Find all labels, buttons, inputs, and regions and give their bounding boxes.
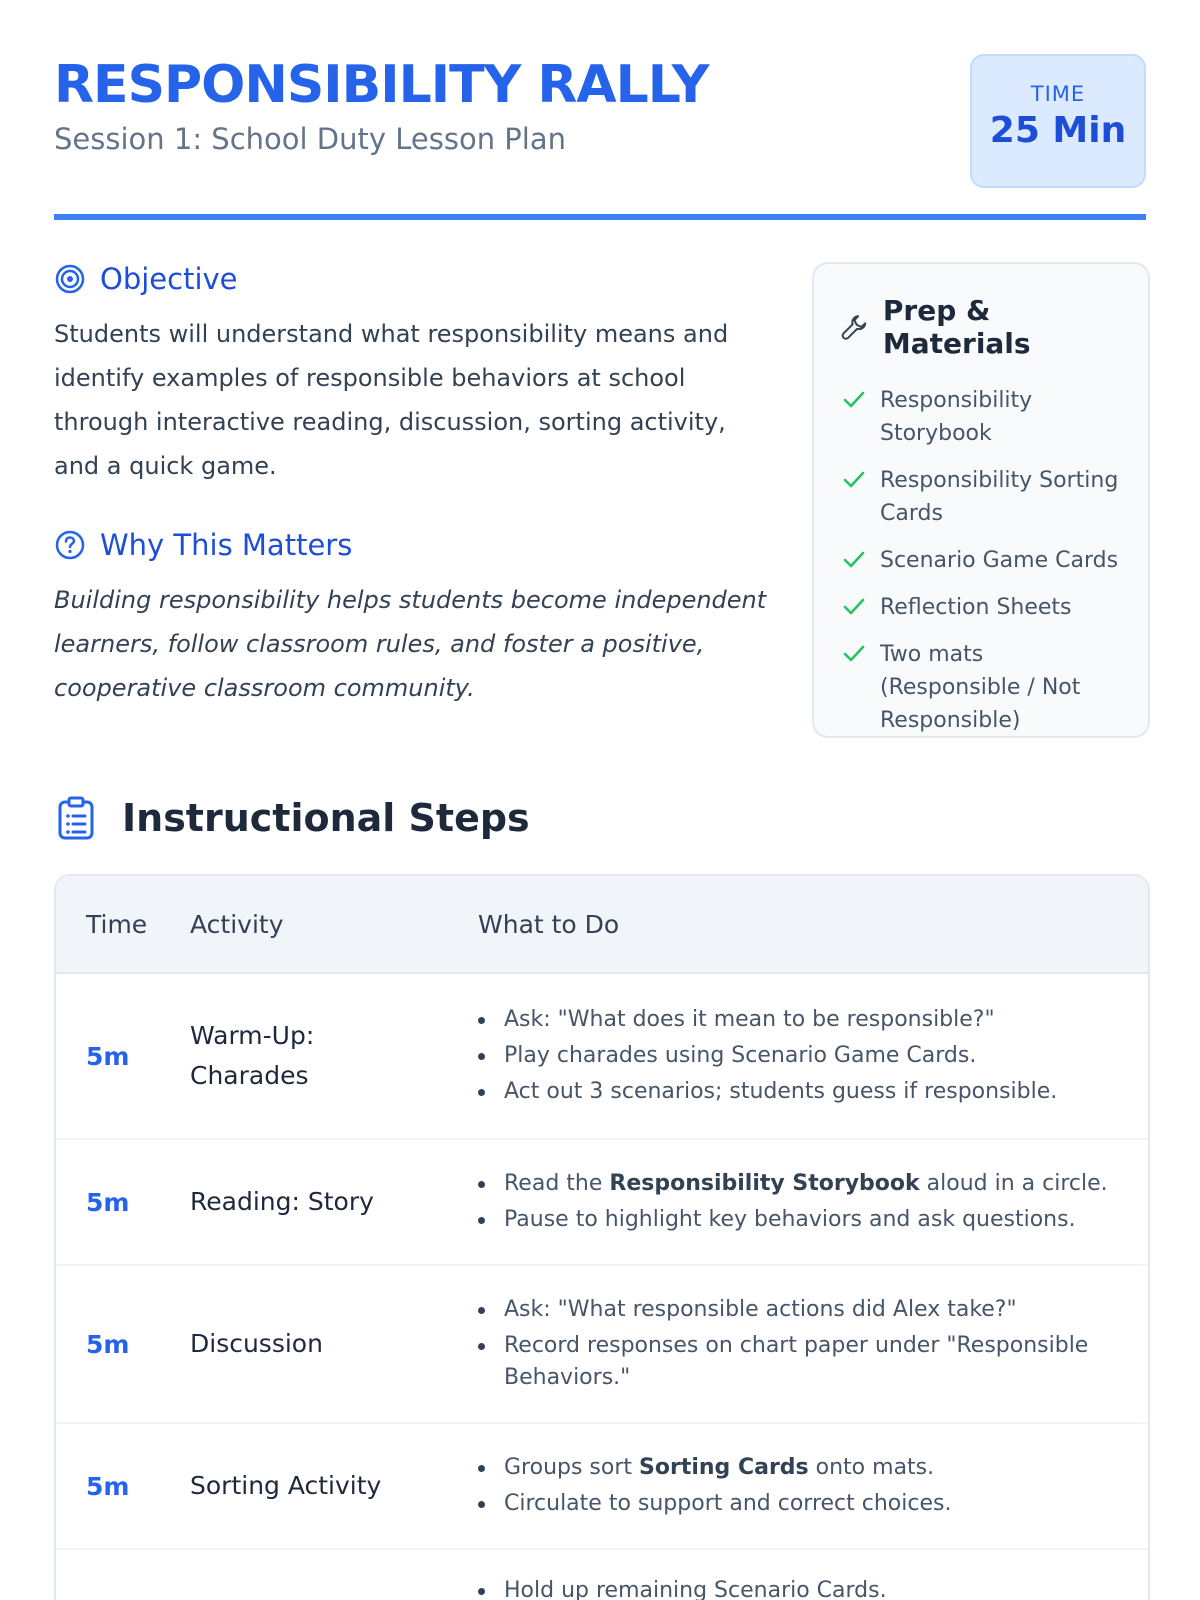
- material-item: [840, 384, 1122, 450]
- time-badge: [970, 54, 1146, 188]
- step-activity: Sorting Activity: [190, 1471, 382, 1500]
- step-activity: Discussion: [190, 1329, 323, 1358]
- instruction-text: Pause to highlight key behaviors and ask questions.: [504, 1206, 1076, 1232]
- step-activity: Reading: Story: [190, 1187, 374, 1216]
- table-row: [56, 1424, 1148, 1550]
- instruction-text: Play charades using Scenario Game Cards.: [504, 1042, 977, 1068]
- table-header: [56, 876, 1148, 974]
- instruction-text: Record responses on chart paper under "Responsible Behaviors.": [504, 1332, 1089, 1390]
- instruction-emphasis: Sorting Cards: [639, 1454, 809, 1480]
- instruction-text: Groups sort: [504, 1454, 640, 1480]
- check-icon: [840, 468, 868, 492]
- material-item-label: Reflection Sheets: [880, 595, 1072, 620]
- step-time: 5m: [86, 1041, 130, 1071]
- check-icon: [840, 388, 868, 412]
- page-subtitle: Session 1: School Duty Lesson Plan: [54, 122, 567, 156]
- instruction-item: [478, 1452, 1120, 1484]
- instruction-item: [478, 1040, 1120, 1072]
- step-instructions: [478, 1165, 1148, 1240]
- page-title: RESPONSIBILITY RALLY: [54, 55, 709, 115]
- why-text: Building responsibility helps students become independent learners, follow classroom rules, and foster a positive, cooperative classroom community.: [54, 586, 767, 702]
- step-instructions: [478, 1001, 1148, 1112]
- instruction-item: [478, 1575, 1120, 1600]
- column-header-time: Time: [86, 909, 148, 939]
- table-row: [56, 974, 1148, 1140]
- material-item-label: Two mats (Responsible / Not Responsible): [880, 642, 1081, 733]
- material-item: [840, 544, 1122, 577]
- instruction-item: [478, 1488, 1120, 1520]
- step-time: 5m: [86, 1471, 130, 1501]
- material-item-label: Responsibility Sorting Cards: [880, 468, 1119, 526]
- instruction-text: aloud in a circle.: [919, 1170, 1108, 1196]
- instruction-item: [478, 1330, 1120, 1394]
- check-icon: [840, 548, 868, 572]
- prep-materials-card: [812, 262, 1150, 738]
- question-icon: [54, 529, 86, 561]
- instruction-item: [478, 1204, 1120, 1236]
- steps-table: [54, 874, 1150, 1600]
- clipboard-icon: [56, 796, 96, 840]
- step-instructions: [478, 1449, 1148, 1524]
- step-time: 5m: [86, 1329, 130, 1359]
- check-icon: [840, 642, 868, 666]
- prep-heading: [840, 294, 1122, 360]
- material-item-label: Scenario Game Cards: [880, 548, 1119, 573]
- instruction-emphasis: Responsibility Storybook: [609, 1170, 920, 1196]
- check-icon: [840, 595, 868, 619]
- step-instructions: [478, 1572, 1148, 1600]
- instruction-text: onto mats.: [808, 1454, 935, 1480]
- instruction-text: Ask: "What does it mean to be responsible?": [504, 1006, 995, 1032]
- time-value: 25 Min: [989, 110, 1127, 151]
- time-label: TIME: [1030, 82, 1086, 106]
- table-body: [56, 974, 1148, 1600]
- column-header-what-to-do: What to Do: [478, 909, 620, 939]
- instruction-item: [478, 1294, 1120, 1326]
- objective-heading-label: Objective: [100, 262, 238, 296]
- material-item: [840, 464, 1122, 530]
- table-row: [56, 1266, 1148, 1424]
- instruction-text: Ask: "What responsible actions did Alex take?": [504, 1296, 1017, 1322]
- step-instructions: [478, 1291, 1148, 1398]
- why-heading: [54, 528, 774, 562]
- objective-text: Students will understand what responsibility means and identify examples of responsible behaviors at school through interactive reading, discussion, sorting activity, and a quick game.: [54, 320, 729, 480]
- step-time: 5m: [86, 1187, 130, 1217]
- instruction-item: [478, 1076, 1120, 1108]
- header-divider: [54, 214, 1146, 220]
- steps-heading: [56, 796, 530, 840]
- instruction-text: Read the: [504, 1170, 610, 1196]
- steps-heading-label: Instructional Steps: [122, 796, 530, 840]
- prep-heading-label: Prep & Materials: [882, 294, 1031, 360]
- material-item: [840, 591, 1122, 624]
- material-item-label: Responsibility Storybook: [880, 388, 1033, 446]
- table-row: [56, 1140, 1148, 1266]
- step-activity: Warm-Up: Charades: [190, 1021, 315, 1090]
- header: [54, 54, 1146, 188]
- material-item: [840, 638, 1122, 737]
- objective-heading: [54, 262, 774, 296]
- wrench-icon: [840, 311, 869, 343]
- instruction-text: Circulate to support and correct choices.: [504, 1490, 952, 1516]
- instruction-item: [478, 1004, 1120, 1036]
- target-icon: [54, 263, 86, 295]
- instruction-text: Hold up remaining Scenario Cards.: [504, 1578, 887, 1600]
- table-row: [56, 1550, 1148, 1600]
- overview-section: [54, 262, 774, 710]
- why-heading-label: Why This Matters: [100, 528, 353, 562]
- instruction-item: [478, 1168, 1120, 1200]
- column-header-activity: Activity: [190, 909, 284, 939]
- instruction-text: Act out 3 scenarios; students guess if responsible.: [504, 1078, 1058, 1104]
- materials-list: [840, 384, 1122, 737]
